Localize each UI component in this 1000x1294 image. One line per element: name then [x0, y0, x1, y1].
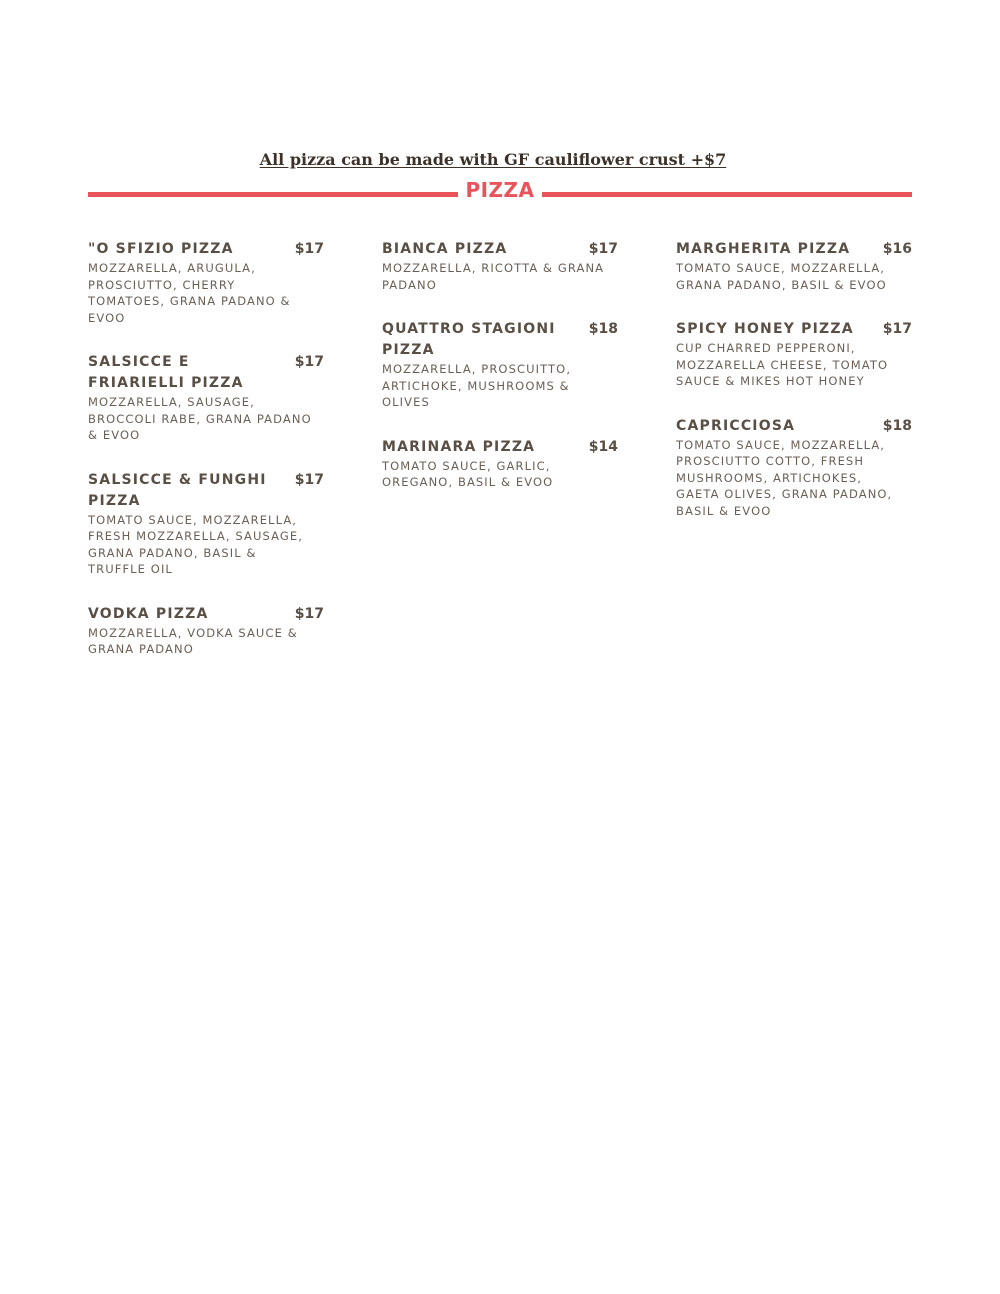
- item-description: TOMATO SAUCE, GARLIC, OREGANO, BASIL & EVOO: [382, 458, 554, 489]
- item-description: MOZZARELLA, VODKA SAUCE & GRANA PADANO: [88, 625, 298, 656]
- item-name: QUATTRO STAGIONI PIZZA: [382, 321, 556, 358]
- item-name: MARINARA PIZZA: [382, 438, 536, 455]
- gf-crust-notice: All pizza can be made with GF cauliflower crust +$7: [259, 150, 727, 169]
- item-name: VODKA PIZZA: [88, 605, 209, 622]
- menu-column-2: [382, 239, 618, 517]
- item-price: $17: [588, 241, 618, 257]
- item-name: BIANCA PIZZA: [382, 241, 508, 257]
- section-header-pizza: [88, 177, 912, 209]
- item-description: CUP CHARRED PEPPERONI, MOZZARELLA CHEESE, TOMATO SAUCE & MIKES HOT HONEY: [676, 341, 889, 388]
- item-price: $18: [588, 321, 618, 337]
- section-divider-left: [88, 192, 458, 197]
- menu-item: [88, 604, 324, 658]
- item-description: TOMATO SAUCE, MOZZARELLA, FRESH MOZZARELLA, SAUSAGE, GRANA PADANO, BASIL & TRUFFLE OIL: [88, 512, 303, 576]
- menu-item: [88, 470, 324, 578]
- item-description: MOZZARELLA, SAUSAGE, BROCCOLI RABE, GRANA PADANO & EVOO: [88, 395, 312, 442]
- item-name: CAPRICCIOSA: [676, 417, 796, 434]
- section-divider-right: [542, 192, 912, 197]
- item-price: $16: [882, 241, 912, 257]
- menu-item: [382, 319, 618, 411]
- item-name: MARGHERITA PIZZA: [676, 241, 851, 257]
- item-price: $14: [588, 438, 618, 455]
- item-price: $17: [294, 354, 324, 370]
- menu-item: [382, 239, 618, 293]
- item-description: MOZZARELLA, ARUGULA, PROSCIUTTO, CHERRY TOMATOES, GRANA PADANO & EVOO: [88, 261, 291, 325]
- item-name: "O SFIZIO PIZZA: [88, 241, 234, 257]
- menu-item: [382, 437, 618, 491]
- item-description: TOMATO SAUCE, MOZZARELLA, GRANA PADANO, BASIL & EVOO: [676, 261, 887, 292]
- item-description: MOZZARELLA, RICOTTA & GRANA PADANO: [382, 261, 605, 292]
- item-description: TOMATO SAUCE, MOZZARELLA, PROSCIUTTO COTTO, FRESH MUSHROOMS, ARTICHOKES, GAETA OLIVES, GRANA PADANO, BASIL & EVOO: [676, 437, 893, 518]
- menu-column-1: [88, 239, 324, 684]
- menu-column-3: [676, 239, 912, 545]
- menu-item: [676, 319, 912, 390]
- menu-item: [88, 239, 324, 326]
- item-name: SPICY HONEY PIZZA: [676, 321, 854, 337]
- menu-item: [676, 239, 912, 293]
- item-name: SALSICCE & FUNGHI PIZZA: [88, 471, 267, 509]
- item-name: SALSICCE E FRIARIELLI PIZZA: [88, 354, 244, 391]
- menu-item: [676, 416, 912, 520]
- item-price: $18: [882, 417, 912, 434]
- item-price: $17: [294, 241, 324, 257]
- item-price: $17: [294, 605, 324, 622]
- item-price: $17: [294, 471, 324, 488]
- item-price: $17: [882, 321, 912, 337]
- section-title: PIZZA: [465, 178, 535, 202]
- menu-item: [88, 352, 324, 444]
- item-description: MOZZARELLA, PROSCUITTO, ARTICHOKE, MUSHROOMS & OLIVES: [382, 362, 572, 409]
